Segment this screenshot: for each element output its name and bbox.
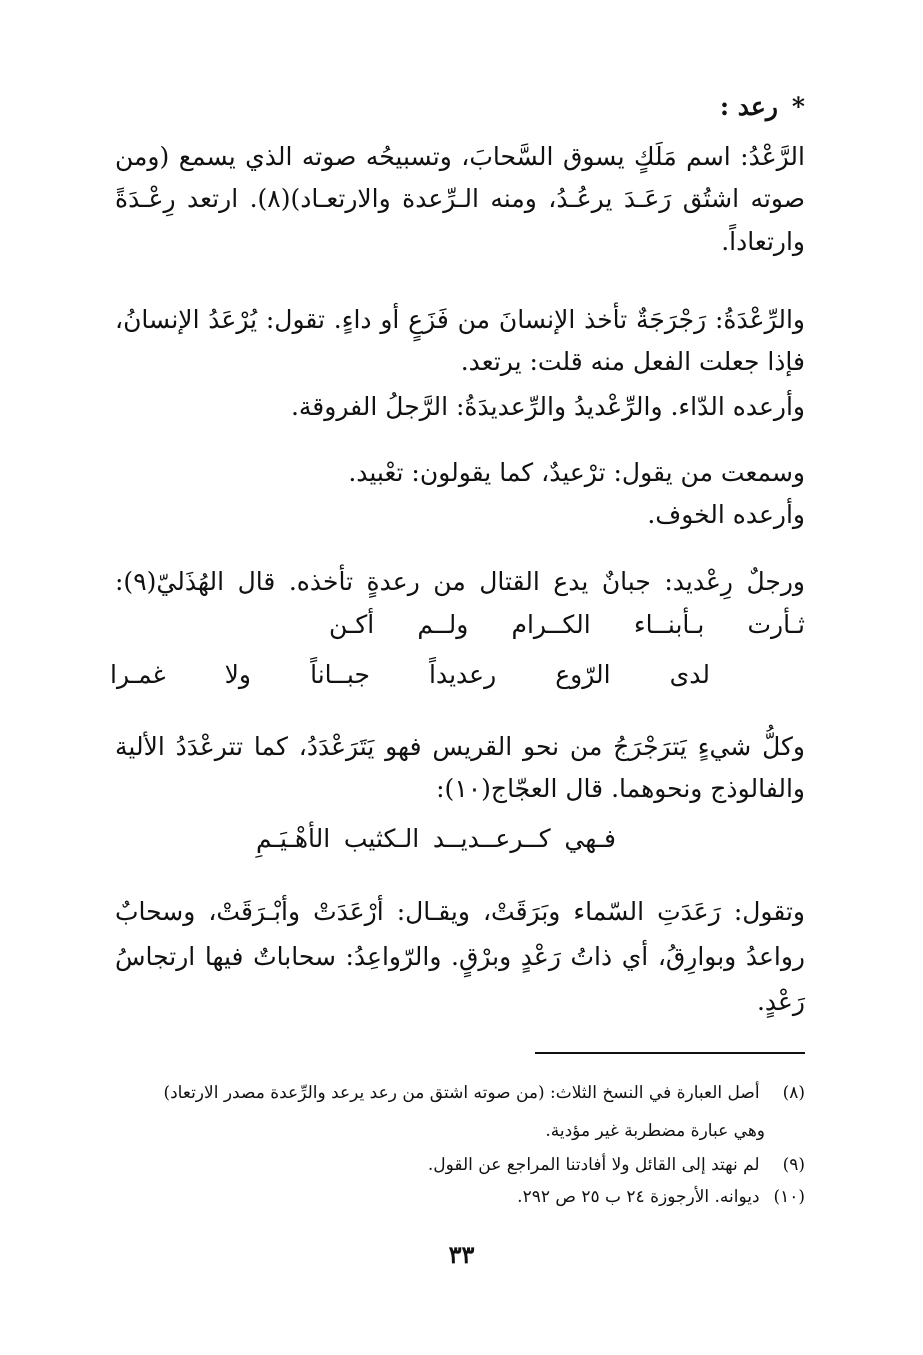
footnote-9-number: (٩) xyxy=(782,1155,805,1175)
footnote-8-number: (٨) xyxy=(782,1083,805,1103)
footnote-9 xyxy=(428,1152,805,1178)
entry-heading xyxy=(720,90,805,124)
footnote-9-text: لم نهتد إلى القائل ولا أفادتنا المراجع عن القول. xyxy=(427,1155,760,1175)
paragraph-7-line-1: وكلُّ شيءٍ يَترَجْرَجُ من نحو القريس فهو يَتَرَعْدَدُ، كما تترعْدَدُ الألية xyxy=(115,732,805,761)
paragraph-4: وسمعت من يقول: ترْعيدٌ، كما يقولون: تعْبيد. xyxy=(348,458,805,487)
paragraph-6: ورجلٌ رِعْديد: جبانٌ يدع القتال من رعدةٍ تأخذه. قال الهُذَليّ(٩): xyxy=(115,567,805,596)
paragraph-5: وأرعده الخوف. xyxy=(647,500,805,529)
verse-1-hemistich-2: لدى الرّوع رعديداً جبــاناً ولا غمـرا xyxy=(110,660,710,689)
paragraph-7-line-2: والفالوذج ونحوهما. قال العجّاج(١٠): xyxy=(436,774,805,803)
paragraph-8-line-1: وتقول: رَعَدَتِ السّماء وبَرَقَتْ، ويقـال: أرْعَدَتْ وأبْـرَقَتْ، وسحابٌ xyxy=(115,897,805,926)
paragraph-2-line-1: والرِّعْدَةُ: رَجْرَجَةٌ تأخذ الإنسانَ من فَزَعٍ أو داءٍ. تقول: يُرْعَدُ الإنسانُ، xyxy=(115,305,805,334)
entry-heading-text: رعد : xyxy=(719,92,778,121)
paragraph-3: وأرعده الدّاء. والرِّعْديدُ والرِّعديدَةُ: الرَّجلُ الفروقة. xyxy=(290,392,805,421)
paragraph-1-line-1: الرَّعْدُ: اسم مَلَكٍ يسوق السَّحابَ، وتسبيحُه صوته الذي يسمع (ومن xyxy=(115,142,805,171)
paragraph-2-line-2: فإذا جعلت الفعل منه قلت: يرتعد. xyxy=(460,347,805,376)
paragraph-8-line-2: رواعدُ وبوارِقُ، أي ذاتُ رَعْدٍ وبرْقٍ. والرّواعِدُ: سحاباتٌ فيها ارتجاسُ xyxy=(115,942,805,971)
paragraph-1-line-3: وارتعاداً. xyxy=(721,227,805,256)
paragraph-8-line-3: رَعْدٍ. xyxy=(756,987,805,1016)
footnote-10 xyxy=(517,1184,805,1210)
footnote-8-continuation: وهي عبارة مضطربة غير مؤدية. xyxy=(545,1121,765,1141)
footnote-10-number: (١٠) xyxy=(773,1187,805,1207)
footnote-10-text: ديوانه. الأرجوزة ٢٤ ب ٢٥ ص ٢٩٢. xyxy=(517,1187,760,1207)
entry-marker: * xyxy=(791,92,805,121)
verse-1-hemistich-1: ثـأرت بـأبنــاء الكــرام ولــم أكـن xyxy=(329,610,805,639)
paragraph-1-line-2: صوته اشتُق رَعَـدَ يرعُـدُ، ومنه الـرِّعدة والارتعـاد)(٨). ارتعد رِعْـدَةً xyxy=(115,184,805,213)
footnote-divider xyxy=(535,1052,805,1054)
page-number: ٣٣ xyxy=(448,1240,475,1269)
footnote-8-text-line-1: أصل العبارة في النسخ الثلاث: (من صوته اشتق من رعد يرعد والرِّعدة مصدر الارتعاد) xyxy=(163,1083,760,1103)
footnote-8 xyxy=(163,1080,805,1106)
verse-2: فـهي كــرعــديــد الـكثيب الأهْـيَـمِ xyxy=(256,824,616,853)
